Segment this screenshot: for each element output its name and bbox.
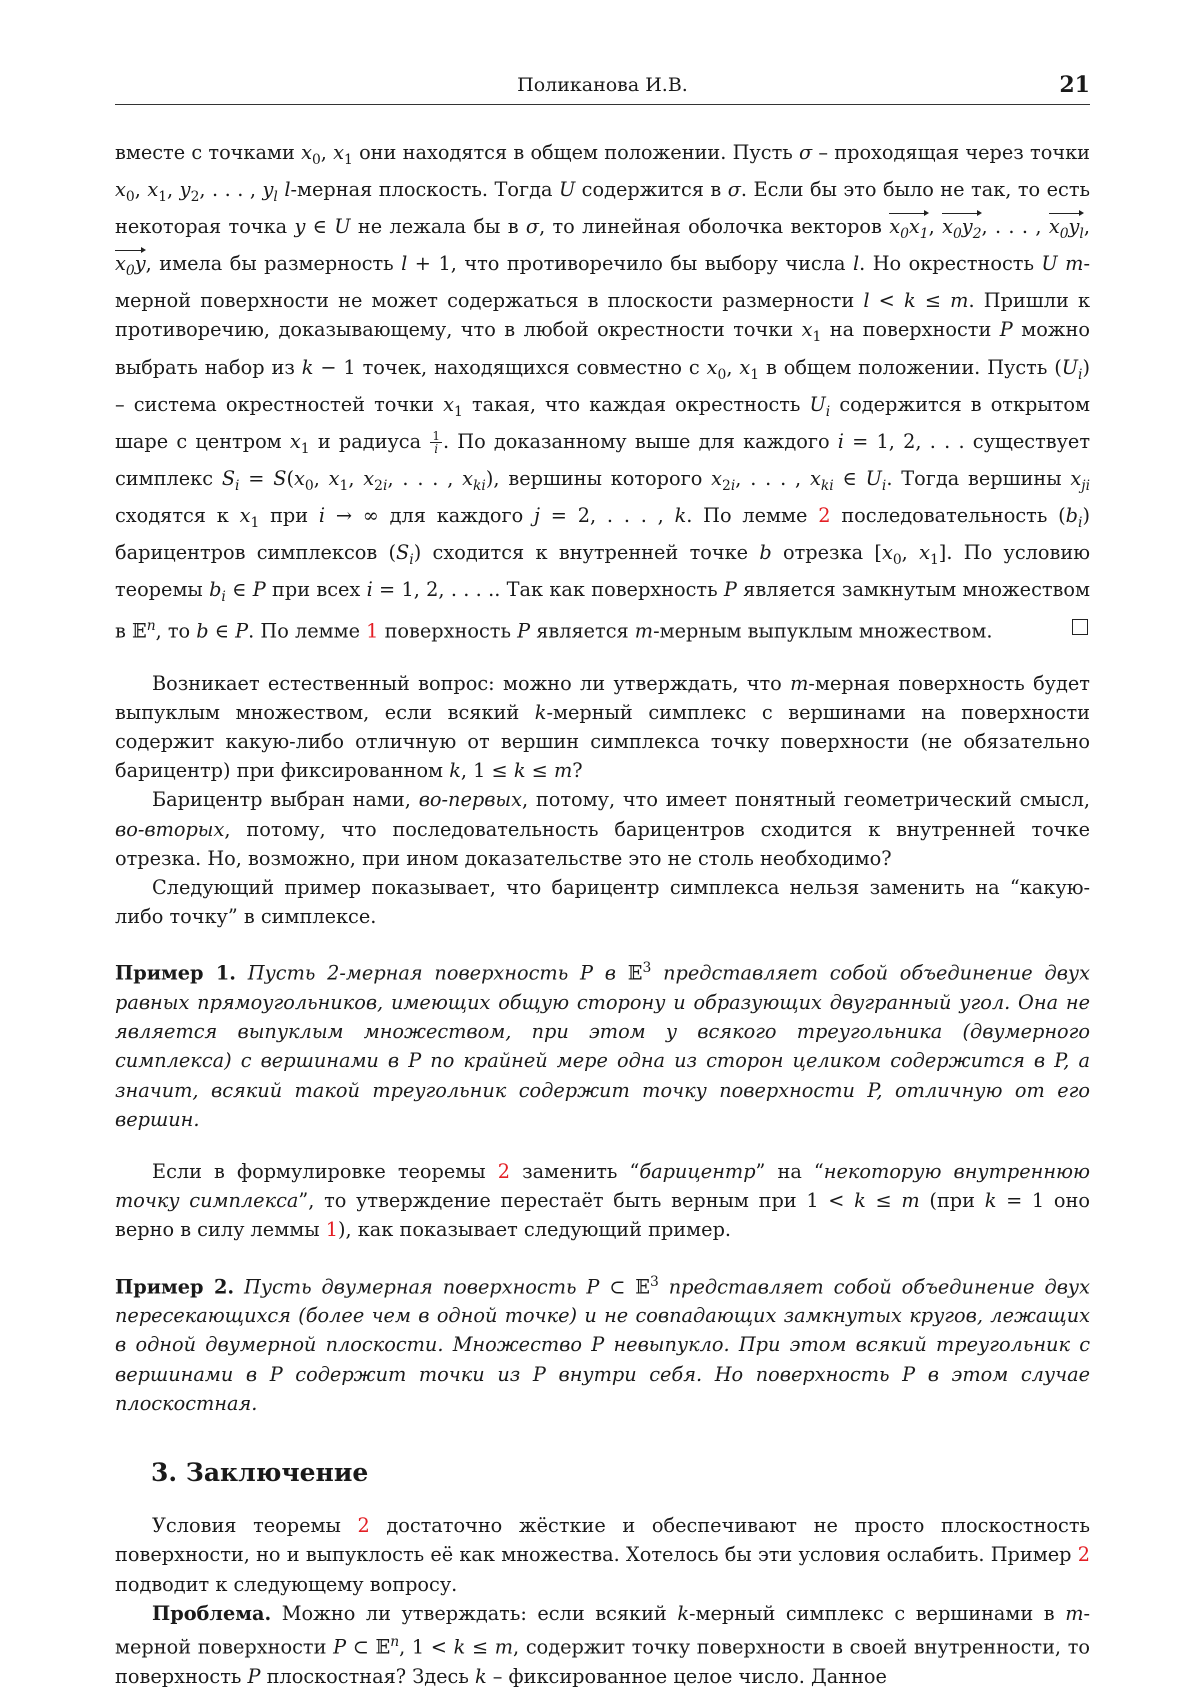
qed-box-icon [1072,619,1088,635]
page-body [115,138,1090,1691]
problem-paragraph: Проблема. Можно ли утверждать: если всякий k-мерный симплекс с вершинами в m-мерной поверхности P ⊂ 𝔼$^n$, 1 < k ≤ m, содержит точку поверхности в своей внутренности, то поверхность P плоскостная? Здесь k – фиксированное целое число. Данное [115,1601,1090,1688]
theorem-2-link[interactable]: 2 [497,1160,510,1184]
running-head-author: Поликанова И.В. [517,74,688,96]
theorem-2-link-2[interactable]: 2 [357,1514,370,1538]
question-paragraph: Возникает естественный вопрос: можно ли утверждать, что m-мерная поверхность будет выпуклым множеством, если всякий k-мерный симплекс с вершинами на поверхности содержит какую-либо отличную от вершин симплекса точку поверхности (не обязательно барицентр) при фиксированном k, 1 ≤ k ≤ m? [115,671,1090,783]
lemma-2-link[interactable]: 2 [818,503,831,527]
section-title-conclusion: 3. Заключение [151,1458,369,1488]
example-2-link[interactable]: 2 [1077,1543,1090,1567]
proof-continuation-paragraph: вместе с точками $x_0$, $x_1$ они находятся в общем положении. Пусть σ – проходящая через точки $x_0$, $x_1$, $y_2$, . . . , $y_l$ l-мерная плоскость. Тогда U содержится в σ. Если бы это было не так, то есть некоторая точка y ∈ U не лежала бы в σ, то линейная оболочка векторов $x_0x_1$, $x_0y_2$, . . . , $x_0y_l$, $x_0y$, имела бы размерность l + 1, что противоречило бы выбору числа l. Но окрестность U m-мерной поверхности не может содержаться в плоскости размерности l < k ≤ m. Пришли к противоречию, доказывающему, что в любой окрестности точки $x_1$ на поверхности P можно выбрать набор из k − 1 точек, находящихся совместно с $x_0$, $x_1$ в общем положении. Пусть $(U_i)$ – система окрестностей точки $x_1$ такая, что каждая окрестность $U_i$ содержится в открытом шаре с центром $x_1$ и радиуса $\frac{1}{i}$ . По доказанному выше для каждого i = 1, 2, . . . существует симплекс $S_i = S(x_0$, $x_1$, $x_{2i}$, . . . , $x_{ki}$), вершины которого $x_{2i}$, . . . , $x_{ki}$ ∈ $U_i$. Тогда вершины $x_{ji}$ сходятся к $x_1$ при i → ∞ для каждого j = 2, . . . , k. По лемме 2 последовательность $(b_i)$ барицентров симплексов $(S_i)$ сходится к внутренней точке b отрезка [$x_0$, $x_1$]. По условию теоремы $b_i$ ∈ P при всех i = 1, 2, . . . .. Так как поверхность P является замкнутым множеством в 𝔼$^n$, то b ∈ P. По лемме 1 поверхность P является m-мерным выпуклым множеством. [115,141,1091,643]
lemma-1-link[interactable]: 1 [366,619,379,643]
page-header [115,70,1090,105]
example-2: Пример 2. Пусть двумерная поверхность P ⊂ 𝔼$^3$ представляет собой объединение двух пересекающихся (более чем в одной точке) и не совпадающих замкнутых кругов, лежащих в одной двумерной плоскости. Множество P невыпукло. При этом всякий треугольник с вершинами в P содержит точки из P внутри себя. Но поверхность P в этом случае плоскостная. [115,1273,1091,1415]
page-number: 21 [1059,72,1090,98]
example-intro-paragraph: Следующий пример показывает, что барицентр симплекса нельзя заменить на “какую-либо точку” в симплексе. [115,876,1090,929]
conclusion-paragraph: Условия теоремы 2 достаточно жёсткие и обеспечивают не просто плоскостность поверхности, но и выпуклость её как множества. Хотелось бы эти условия ослабить. Пример 2 подводит к следующему вопросу. [115,1514,1090,1596]
barycenter-paragraph: Барицентр выбран нами, во-первых, потому, что имеет понятный геометрический смысл, во-вторых, потому, что последовательность барицентров сходится к внутренней точке отрезка. Но, возможно, при ином доказательстве это не столь необходимо? [115,788,1090,870]
example-1: Пример 1. Пусть 2-мерная поверхность P в 𝔼$^3$ представляет собой объединение двух равных прямоугольников, имеющих общую сторону и образующих двугранный угол. Она не является выпуклым множеством, при этом у всякого треугольника (двумерного симплекса) с вершинами в P по крайней мере одна из сторон целиком содержится в P, а значит, всякий такой треугольник содержит точку поверхности P, отличную от его вершин. [115,960,1090,1131]
theorem-remark-paragraph: Если в формулировке теоремы 2 заменить “барицентр” на “некоторую внутреннюю точку симплекса”, то утверждение перестаёт быть верным при 1 < k ≤ m (при k = 1 оно верно в силу леммы 1), как показывает следующий пример. [115,1160,1091,1242]
lemma-1-link-2[interactable]: 1 [325,1218,338,1242]
